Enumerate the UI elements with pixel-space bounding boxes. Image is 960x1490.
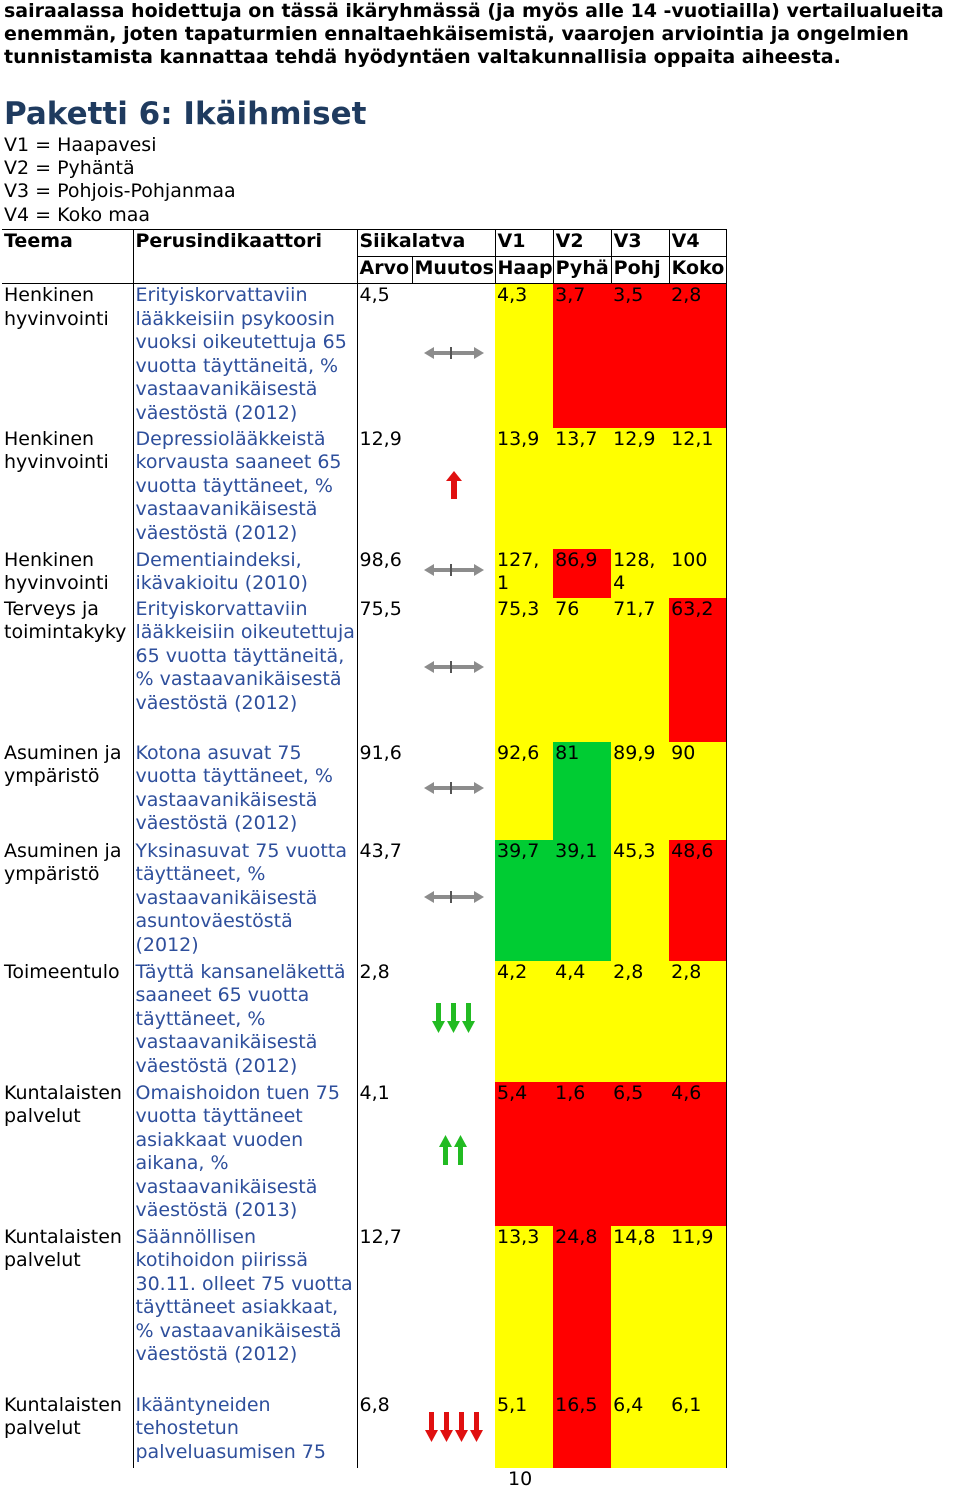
v3-value: 71,7 bbox=[611, 598, 669, 742]
legend-v3: V3 = Pohjois-Pohjanmaa bbox=[4, 180, 236, 202]
table-row bbox=[2, 598, 726, 742]
indicator-cell: Kotona asuvat 75 vuotta täyttäneet, % vastaavanikäisestä väestöstä (2012) bbox=[133, 742, 357, 840]
theme-cell: Henkinen hyvinvointi bbox=[4, 427, 109, 473]
legend-v2: V2 = Pyhäntä bbox=[4, 157, 135, 179]
indicator-cell: Yksinasuvat 75 vuotta täyttäneet, % vastaavanikäisestä asuntoväestöstä (2012) bbox=[133, 840, 357, 961]
indicator-cell: Depressiolääkkeistä korvausta saaneet 65 vuotta täyttäneet, % vastaavanikäisestä väestöstä (2012) bbox=[133, 428, 357, 549]
v2-value: 81 bbox=[553, 742, 611, 840]
header-perusindikaattori: Perusindikaattori bbox=[133, 230, 357, 257]
indicator-cell: Dementiaindeksi, ikävakioitu (2010) bbox=[133, 549, 357, 598]
v4-value: 2,8 bbox=[669, 961, 726, 1082]
theme-cell: Asuminen ja ympäristö bbox=[4, 741, 122, 787]
table-row bbox=[2, 840, 726, 961]
v1-value: 5,4 bbox=[495, 1082, 553, 1226]
indicator-cell: Täyttä kansaneläkettä saaneet 65 vuotta täyttäneet, % vastaavanikäisestä väestöstä (2012) bbox=[133, 961, 357, 1082]
v1-value: 39,7 bbox=[495, 840, 553, 961]
v4-value: 48,6 bbox=[669, 840, 726, 961]
indicator-cell: Omaishoidon tuen 75 vuotta täyttäneet asiakkaat vuoden aikana, % vastaavanikäisestä väestöstä (2013) bbox=[133, 1082, 357, 1226]
v4-value: 4,6 bbox=[669, 1082, 726, 1226]
header-arvo: Arvo bbox=[357, 257, 412, 284]
theme-cell: Henkinen hyvinvointi bbox=[4, 548, 109, 594]
trend-cell bbox=[412, 840, 495, 961]
v3-value: 2,8 bbox=[611, 961, 669, 1082]
siikalatva-value: 4,1 bbox=[357, 1082, 412, 1226]
trend-cell bbox=[412, 1226, 495, 1394]
arrow-horizontal-icon bbox=[422, 344, 486, 366]
theme-cell: Terveys ja toimintakyky bbox=[4, 597, 127, 643]
theme-cell: Kuntalaisten palvelut bbox=[4, 1081, 122, 1127]
table-row bbox=[2, 428, 726, 549]
v4-value: 6,1 bbox=[669, 1394, 726, 1468]
arrow-horizontal-icon bbox=[422, 658, 486, 680]
v1-value: 75,3 bbox=[495, 598, 553, 742]
trend-cell bbox=[412, 742, 495, 840]
v3-value: 12,9 bbox=[611, 428, 669, 549]
table-row bbox=[2, 284, 726, 428]
v2-value: 24,8 bbox=[553, 1226, 611, 1394]
header-v2: V2 bbox=[553, 230, 611, 257]
v4-value: 2,8 bbox=[669, 284, 726, 428]
arrow-up-red-icon bbox=[445, 484, 463, 506]
arrows-down-red-icon bbox=[422, 1427, 486, 1449]
v4-value: 11,9 bbox=[669, 1226, 726, 1394]
v1-value: 4,2 bbox=[495, 961, 553, 1082]
v3-value: 6,5 bbox=[611, 1082, 669, 1226]
table-row bbox=[2, 742, 726, 840]
arrow-horizontal-icon bbox=[422, 888, 486, 910]
theme-cell: Toimeentulo bbox=[4, 960, 120, 983]
header-blank-1 bbox=[2, 257, 133, 284]
v1-value: 127, 1 bbox=[495, 549, 553, 598]
v1-value: 13,9 bbox=[495, 428, 553, 549]
v2-value: 4,4 bbox=[553, 961, 611, 1082]
siikalatva-value: 6,8 bbox=[357, 1394, 412, 1468]
indicator-cell: Erityiskorvattaviin lääkkeisiin oikeutettuja 65 vuotta täyttäneitä, % vastaavanikäisestä väestöstä (2012) bbox=[133, 598, 357, 742]
indicator-cell: Säännöllisen kotihoidon piirissä 30.11. olleet 75 vuotta täyttäneet asiakkaat, % vastaavanikäisestä väestöstä (2012) bbox=[133, 1226, 357, 1394]
header-blank-2 bbox=[133, 257, 357, 284]
v1-value: 13,3 bbox=[495, 1226, 553, 1394]
siikalatva-value: 2,8 bbox=[357, 961, 412, 1082]
v3-value: 3,5 bbox=[611, 284, 669, 428]
trend-cell bbox=[412, 428, 495, 549]
siikalatva-value: 12,7 bbox=[357, 1226, 412, 1394]
header-teema: Teema bbox=[2, 230, 133, 257]
theme-cell: Henkinen hyvinvointi bbox=[4, 284, 109, 330]
header-pohj: Pohj bbox=[611, 257, 669, 284]
v1-value: 4,3 bbox=[495, 284, 553, 428]
v4-value: 100 bbox=[669, 549, 726, 598]
arrows-down-green-icon bbox=[431, 1018, 477, 1040]
table-row bbox=[2, 961, 726, 1082]
table-row bbox=[2, 1394, 726, 1468]
indicator-table bbox=[2, 229, 727, 1468]
siikalatva-value: 4,5 bbox=[357, 284, 412, 428]
header-v1: V1 bbox=[495, 230, 553, 257]
siikalatva-value: 43,7 bbox=[357, 840, 412, 961]
arrows-up-green-icon bbox=[438, 1150, 470, 1172]
siikalatva-value: 91,6 bbox=[357, 742, 412, 840]
theme-cell: Kuntalaisten palvelut bbox=[4, 1225, 122, 1271]
v2-value: 86,9 bbox=[553, 549, 611, 598]
v2-value: 1,6 bbox=[553, 1082, 611, 1226]
legend-v1: V1 = Haapavesi bbox=[4, 134, 157, 156]
theme-cell: Asuminen ja ympäristö bbox=[4, 839, 122, 885]
v2-value: 3,7 bbox=[553, 284, 611, 428]
table-row bbox=[2, 549, 726, 598]
indicator-cell: Erityiskorvattaviin lääkkeisiin psykoosin vuoksi oikeutettuja 65 vuotta täyttäneitä, % vastaavanikäisestä väestöstä (2012) bbox=[133, 284, 357, 428]
siikalatva-value: 75,5 bbox=[357, 598, 412, 742]
header-koko: Koko bbox=[669, 257, 726, 284]
v2-value: 39,1 bbox=[553, 840, 611, 961]
header-v3: V3 bbox=[611, 230, 669, 257]
arrow-horizontal-icon bbox=[422, 561, 486, 583]
legend-v4: V4 = Koko maa bbox=[4, 204, 151, 226]
indicator-cell: Ikääntyneiden tehostetun palveluasumisen 75 bbox=[133, 1394, 357, 1468]
v4-value: 12,1 bbox=[669, 428, 726, 549]
trend-cell bbox=[412, 961, 495, 1082]
arrow-horizontal-icon bbox=[422, 779, 486, 801]
page-number: 10 bbox=[508, 1468, 533, 1490]
v4-value: 90 bbox=[669, 742, 726, 840]
v3-value: 14,8 bbox=[611, 1226, 669, 1394]
v4-value: 63,2 bbox=[669, 598, 726, 742]
header-v4: V4 bbox=[669, 230, 726, 257]
trend-cell bbox=[412, 284, 495, 428]
table-row bbox=[2, 1082, 726, 1226]
v3-value: 128, 4 bbox=[611, 549, 669, 598]
v3-value: 45,3 bbox=[611, 840, 669, 961]
trend-cell bbox=[412, 1082, 495, 1226]
theme-cell: Kuntalaisten palvelut bbox=[4, 1393, 122, 1439]
trend-cell bbox=[412, 1394, 495, 1468]
intro-paragraph: sairaalassa hoidettuja on tässä ikäryhmässä (ja myös alle 14 -vuotiailla) vertailualueita enemmän, joten tapaturmien ennaltaehkäisemistä, vaarojen arviointia ja ongelmien tunnistamista kannattaa tehdä hyödyntäen valtakunnallisia oppaita aiheesta. bbox=[4, 0, 944, 68]
header-haap: Haap bbox=[495, 257, 553, 284]
trend-cell bbox=[412, 549, 495, 598]
v2-value: 76 bbox=[553, 598, 611, 742]
page-title: Paketti 6: Ikäihmiset bbox=[4, 96, 367, 132]
siikalatva-value: 12,9 bbox=[357, 428, 412, 549]
v1-value: 92,6 bbox=[495, 742, 553, 840]
siikalatva-value: 98,6 bbox=[357, 549, 412, 598]
v2-value: 16,5 bbox=[553, 1394, 611, 1468]
header-muutos: Muutos bbox=[412, 257, 495, 284]
table-row bbox=[2, 1226, 726, 1394]
header-pyha: Pyhä bbox=[553, 257, 611, 284]
trend-cell bbox=[412, 598, 495, 742]
v1-value: 5,1 bbox=[495, 1394, 553, 1468]
v3-value: 6,4 bbox=[611, 1394, 669, 1468]
header-siikalatva: Siikalatva bbox=[357, 230, 495, 257]
v3-value: 89,9 bbox=[611, 742, 669, 840]
v2-value: 13,7 bbox=[553, 428, 611, 549]
